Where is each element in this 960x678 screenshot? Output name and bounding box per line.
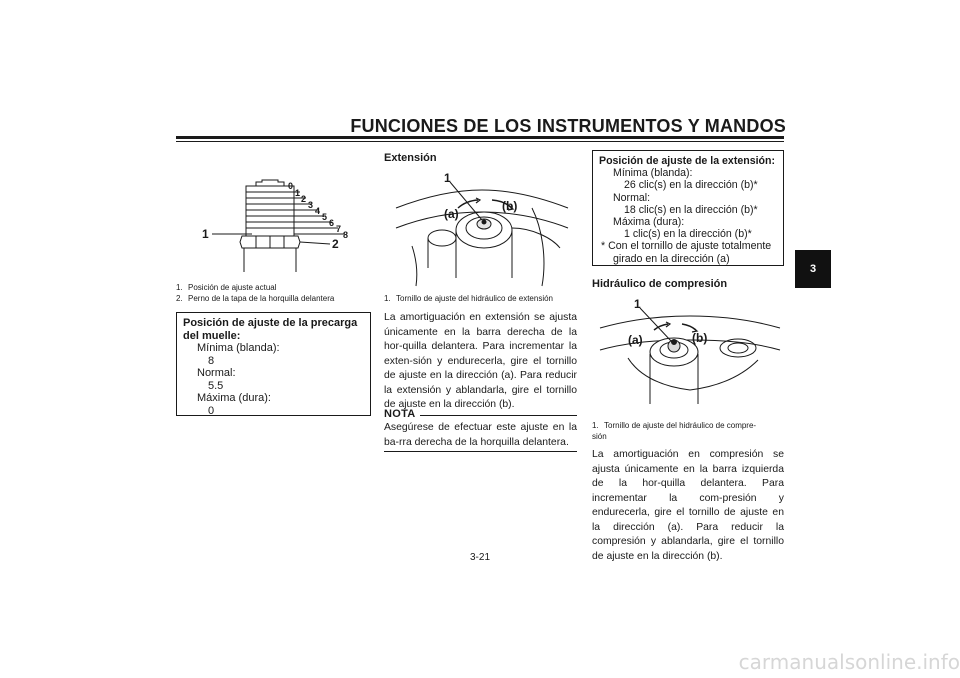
scale-label-6: 6 [329, 218, 335, 228]
title-rule-thin [176, 141, 784, 142]
section-heading-compression: Hidráulico de compresión [592, 278, 728, 290]
spec-line: Mínima (blanda): [197, 342, 280, 354]
scale-label-3: 3 [308, 200, 314, 210]
spec-footnote-cont: girado en la dirección (a) [613, 252, 730, 265]
preload-adjuster-figure [196, 172, 366, 276]
compression-adjuster-figure [598, 294, 782, 410]
paragraph-extension: La amortiguación en extensión se ajusta únicamente en la barra derecha de la hor-quilla delantera. Para incrementar la exten-sión y endurecerla, gire el tornillo de ajuste en la dirección (a). Para reducir la extensión y ablandarla, gire el tornillo de ajuste en la dirección (b). [384, 312, 577, 410]
callout-a: (a) [444, 207, 459, 221]
spec-footnote: * Con el tornillo de ajuste totalmente [601, 240, 772, 253]
preload-spec-box [176, 312, 371, 416]
scale-label-1: 1 [295, 188, 301, 198]
extension-spec-box [592, 150, 784, 266]
callout-a: (a) [628, 333, 643, 347]
note-rule-top [420, 415, 577, 416]
spec-line: Máxima (dura): [613, 216, 685, 229]
callout-2: 2 [332, 237, 339, 251]
callout-b: (b) [692, 331, 708, 345]
scale-label-4: 4 [315, 206, 321, 216]
spec-line: Máxima (dura): [197, 392, 271, 404]
scale-label-8: 8 [343, 230, 349, 240]
scale-label-7: 7 [336, 224, 342, 234]
note-text: Asegúrese de efectuar este ajuste en la ba-rra derecha de la horquilla delantera. [384, 422, 577, 448]
scale-label-5: 5 [322, 212, 328, 222]
spec-value: 0 [208, 404, 215, 417]
spec-line: Mínima (blanda): [613, 167, 693, 180]
spec-line: Normal: [613, 191, 651, 204]
page-title: FUNCIONES DE LOS INSTRUMENTOS Y MANDOS [350, 116, 786, 136]
figure-caption-cont: sión [592, 432, 607, 441]
spec-value: 26 clic(s) en la dirección (b)* [624, 179, 758, 192]
title-rule [176, 136, 784, 139]
spec-value: 8 [208, 354, 215, 367]
figure-caption-1: 1. Posición de ajuste actual [176, 283, 277, 292]
callout-b: (b) [502, 199, 518, 213]
paragraph-compression: La amortiguación en compresión se ajusta únicamente en la barra izquierda de la hor-quilla delantera. Para incrementar la com-presión y endurecerla, gire el tornillo de ajuste en la dirección (a). Para reducir la compresión y ablandarla, gire el tornillo de ajuste en la dirección (b). [592, 449, 784, 562]
callout-1: 1 [202, 227, 209, 241]
spec-value: 18 clic(s) en la dirección (b)* [624, 203, 758, 216]
spec-value: 1 clic(s) en la dirección (b)* [624, 228, 752, 241]
callout-1: 1 [634, 297, 641, 311]
section-heading-extension: Extensión [384, 152, 437, 164]
spec-heading: Posición de ajuste de la extensión: [599, 155, 776, 167]
chapter-tab[interactable]: 3 [795, 250, 831, 288]
note-rule-bottom [384, 451, 577, 452]
figure-caption-2: 2. Perno de la tapa de la horquilla delantera [176, 294, 335, 303]
page-number: 3-21 [469, 552, 490, 563]
figure-caption: 1. Tornillo de ajuste del hidráulico de extensión [384, 294, 553, 303]
note-label: NOTA [384, 408, 416, 420]
spec-heading: Posición de ajuste de la precarga del muelle: [183, 317, 358, 342]
callout-1: 1 [444, 171, 451, 185]
rebound-adjuster-figure [392, 168, 572, 288]
spec-value: 5.5 [208, 379, 224, 392]
figure-caption: 1. Tornillo de ajuste del hidráulico de compre- [592, 421, 757, 430]
scale-label-2: 2 [301, 194, 307, 204]
scale-label-0: 0 [288, 181, 294, 191]
watermark: carmanualsonline.info [738, 650, 960, 674]
spec-line: Normal: [197, 367, 236, 379]
